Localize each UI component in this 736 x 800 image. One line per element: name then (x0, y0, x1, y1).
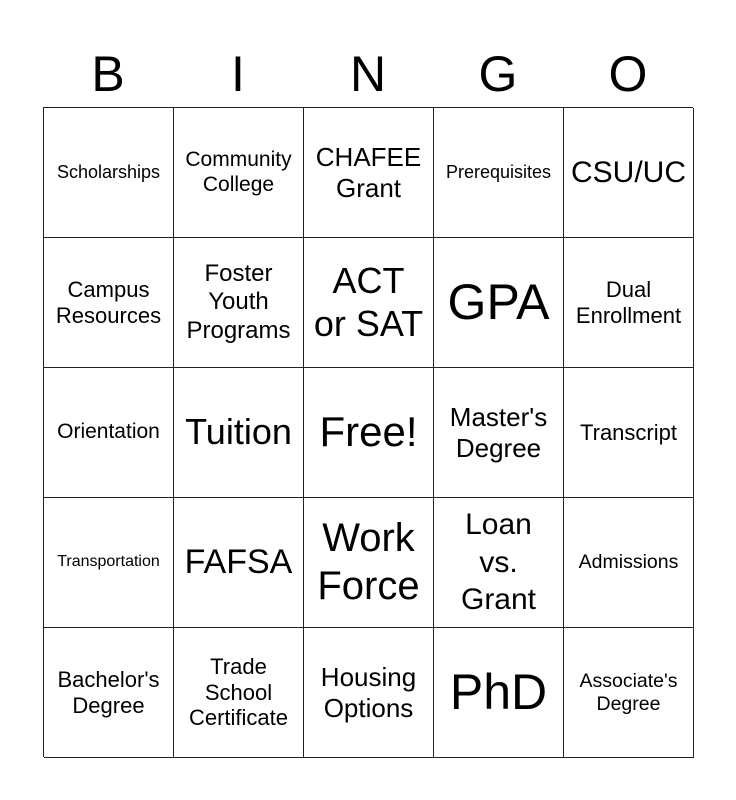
cell-text: Orientation (57, 420, 160, 444)
bingo-cell-r2c2[interactable] (174, 238, 304, 368)
cell-text: CHAFEE Grant (315, 141, 422, 203)
bingo-cell-r1c3[interactable] (304, 108, 434, 238)
cell-text: Community College (185, 147, 292, 196)
bingo-cell-r3c5[interactable] (564, 368, 694, 498)
bingo-cell-r2c4[interactable] (434, 238, 564, 368)
cell-text: Scholarships (56, 161, 161, 182)
bingo-cell-r5c4[interactable] (434, 628, 564, 758)
bingo-cell-r1c2[interactable] (174, 108, 304, 238)
cell-text: Housing Options (320, 661, 417, 723)
header-letter-n: N (349, 46, 387, 102)
cell-text: Admissions (578, 551, 679, 573)
bingo-cell-r3c1[interactable] (44, 368, 174, 498)
bingo-header (43, 40, 693, 108)
bingo-cell-r4c2[interactable] (174, 498, 304, 628)
cell-text: Bachelor's Degree (57, 666, 160, 718)
header-letter-o: O (608, 46, 648, 102)
bingo-cell-r1c4[interactable] (434, 108, 564, 238)
cell-text: Dual Enrollment (575, 276, 682, 328)
bingo-cell-r2c3[interactable] (304, 238, 434, 368)
cell-text: Transportation (57, 553, 160, 571)
bingo-cell-r1c1[interactable] (44, 108, 174, 238)
cell-text: Trade School Certificate (188, 653, 289, 731)
bingo-cell-r3c4[interactable] (434, 368, 564, 498)
bingo-cell-r4c5[interactable] (564, 498, 694, 628)
cell-text: Foster Youth Programs (186, 260, 291, 344)
bingo-cell-r5c5[interactable] (564, 628, 694, 758)
cell-text: Tuition (185, 411, 292, 453)
cell-text: Master's Degree (449, 401, 548, 463)
bingo-cell-r5c2[interactable] (174, 628, 304, 758)
bingo-cell-r4c4[interactable] (434, 498, 564, 628)
bingo-cell-r5c1[interactable] (44, 628, 174, 758)
bingo-cell-r5c3[interactable] (304, 628, 434, 758)
cell-text: FAFSA (184, 543, 293, 582)
cell-text: Prerequisites (445, 161, 552, 182)
bingo-cell-r4c1[interactable] (44, 498, 174, 628)
bingo-cell-r2c5[interactable] (564, 238, 694, 368)
cell-text: PhD (449, 664, 548, 720)
bingo-cell-r1c5[interactable] (564, 108, 694, 238)
bingo-cell-r4c3[interactable] (304, 498, 434, 628)
header-letter-b: B (91, 46, 125, 102)
bingo-board (43, 107, 693, 757)
cell-text: CSU/UC (570, 155, 686, 189)
cell-text: Loan vs. Grant (460, 508, 537, 617)
header-letter-g: G (478, 46, 518, 102)
header-letter-i: I (231, 46, 245, 102)
cell-text: Associate's Degree (579, 669, 678, 715)
cell-text: Work Force (317, 516, 420, 608)
cell-text: Transcript (580, 419, 677, 445)
bingo-cell-r3c2[interactable] (174, 368, 304, 498)
bingo-cell-r2c1[interactable] (44, 238, 174, 368)
cell-text: Campus Resources (55, 276, 162, 328)
cell-text: GPA (447, 274, 550, 330)
bingo-cell-r3c3[interactable] (304, 368, 434, 498)
cell-text: Free! (319, 408, 418, 456)
cell-text: ACT or SAT (313, 260, 424, 344)
